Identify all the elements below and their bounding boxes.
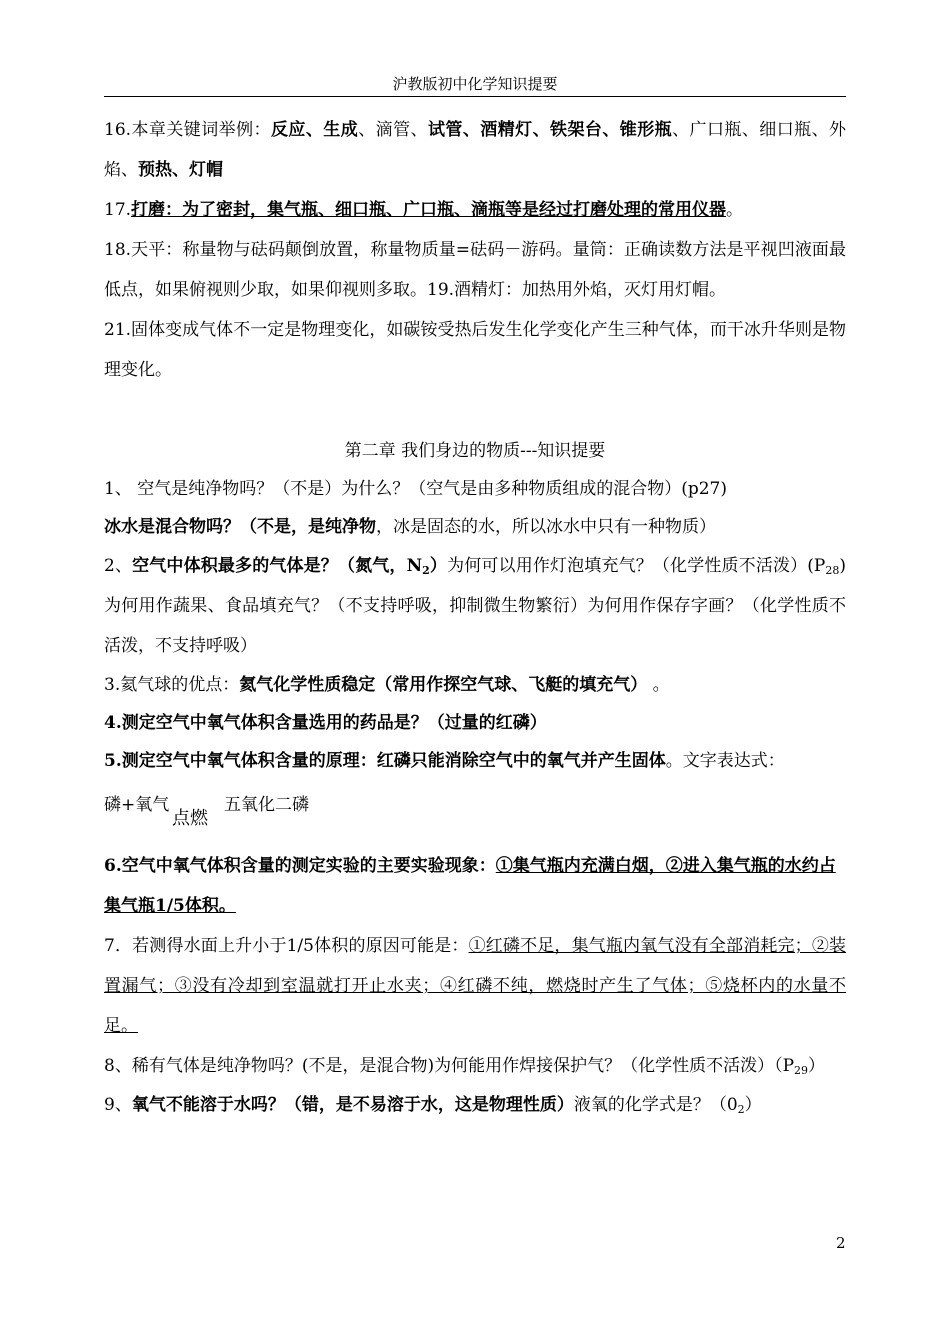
equation-reactants: 磷+氧气 bbox=[104, 795, 170, 815]
chapter-gap bbox=[104, 390, 846, 432]
q5-bold: .测定空气中氧气体积含量的原理：红磷只能消除空气中的氧气并产生固体 bbox=[115, 751, 666, 771]
q9-subscript: 2 bbox=[737, 1103, 745, 1116]
q7-underlined: ①红磷不足，集气瓶内氧气没有全部消耗完；②装置漏气；③没有冷却到室温就打开止水夹；④红磷不纯，燃烧时产生了气体；⑤烧杯内的水量不足。 bbox=[104, 936, 846, 1036]
item-18-19: 18.天平：称量物与砝码颠倒放置，称量物质量=砝码－游码。量筒：正确读数方法是平视凹液面最低点，如果俯视则少取，如果仰视则多取。19.酒精灯：加热用外焰，灭灯用灯帽。 bbox=[104, 240, 846, 300]
q9-bold: 氧气不能溶于水吗？（错，是不易溶于水，这是物理性质） bbox=[131, 1095, 574, 1115]
q9-end: ） bbox=[744, 1095, 762, 1115]
equation-condition: 点燃 bbox=[172, 808, 208, 829]
word-equation bbox=[104, 790, 846, 834]
equation-product: 五氧化二磷 bbox=[224, 795, 309, 815]
item-17 bbox=[104, 190, 846, 230]
q2-bold-subscript: 2 bbox=[422, 564, 430, 577]
question-2 bbox=[104, 546, 846, 666]
q2-rest-2: )为何用作蔬果、食品填充气？（不支持呼吸，抑制微生物繁衍）为何用作保存字画？（化学性质不活泼，不支持呼吸） bbox=[104, 556, 846, 656]
q6-underlined: ①集气瓶内充满白烟，②进入集气瓶的水约占集气瓶1/5体积。 bbox=[104, 856, 836, 916]
question-1: 1、 空气是纯净物吗？（不是）为什么？（空气是由多种物质组成的混合物）(p27) bbox=[104, 479, 727, 499]
q7-prefix: 7．若测得水面上升小于1/5体积的原因可能是： bbox=[104, 936, 469, 956]
item16-keyword-1: 反应、生成 bbox=[270, 120, 359, 140]
item-16 bbox=[104, 110, 846, 190]
item16-keyword-3: 预热、灯帽 bbox=[138, 160, 223, 180]
q5-rest: 。文字表达式： bbox=[665, 751, 785, 771]
item16-prefix: 16.本章关键词举例： bbox=[104, 120, 271, 140]
q2-num: 2、 bbox=[104, 556, 133, 576]
item16-normal-2: 、广口瓶、细口瓶、外焰、 bbox=[104, 120, 847, 180]
document-body bbox=[104, 110, 846, 1124]
question-6 bbox=[104, 846, 846, 926]
question-3 bbox=[104, 666, 846, 704]
question-9 bbox=[104, 1086, 846, 1124]
header-rule bbox=[104, 96, 846, 97]
q5-num: 5 bbox=[104, 751, 116, 771]
q1b-bold: 冰水是混合物吗？（不是，是纯净物 bbox=[104, 517, 376, 537]
q6-bold: 6.空气中氧气体积含量的测定实验的主要实验现象： bbox=[104, 856, 496, 876]
q2-bold-text: 空气中体积最多的气体是？（氮气，N bbox=[132, 556, 423, 576]
q8-end: ） bbox=[808, 1056, 826, 1076]
q3-prefix: 3.氦气球的优点： bbox=[104, 675, 240, 695]
item-21: 21.固体变成气体不一定是物理变化，如碳铵受热后发生化学变化产生三种气体，而干冰升华则是物理变化。 bbox=[104, 320, 846, 380]
q2-page-subscript: 28 bbox=[825, 564, 840, 577]
question-8 bbox=[104, 1046, 846, 1086]
q9-num: 9、 bbox=[104, 1095, 132, 1115]
q3-end: 。 bbox=[647, 675, 670, 695]
q2-bold-end: ） bbox=[429, 556, 448, 576]
page-header: 沪教版初中化学知识提要 bbox=[392, 75, 558, 93]
q2-bold bbox=[132, 556, 447, 576]
item16-normal-1: 、滴管、 bbox=[358, 120, 428, 140]
q8-text: 8、稀有气体是纯净物吗？(不是，是混合物)为何能用作焊接保护气？（化学性质不活泼）（P bbox=[104, 1056, 795, 1076]
page-number: 2 bbox=[836, 1234, 846, 1252]
question-5 bbox=[104, 742, 846, 780]
q8-page-subscript: 29 bbox=[794, 1064, 809, 1077]
item16-keyword-2: 试管、酒精灯、铁架台、锥形瓶 bbox=[427, 120, 673, 140]
item17-prefix: 17. bbox=[104, 200, 132, 220]
item17-end: 。 bbox=[726, 200, 744, 220]
question-7 bbox=[104, 926, 846, 1046]
equation-gap bbox=[104, 834, 846, 846]
question-1b bbox=[104, 508, 846, 546]
chapter2-title: 第二章 我们身边的物质---知识提要 bbox=[344, 441, 606, 461]
question-4: 4.测定空气中氧气体积含量选用的药品是？（过量的红磷） bbox=[104, 713, 547, 733]
q2-rest-1: 为何可以用作灯泡填充气？（化学性质不活泼）(P bbox=[447, 556, 826, 576]
item17-text: 打磨：为了密封，集气瓶、细口瓶、广口瓶、滴瓶等是经过打磨处理的常用仪器 bbox=[131, 200, 727, 220]
q1b-rest: ，冰是固态的水，所以冰水中只有一种物质） bbox=[376, 517, 716, 537]
q3-bold: 氦气化学性质稳定（常用作探空气球、飞艇的填充气） bbox=[239, 675, 648, 695]
q9-rest: 液氧的化学式是？（0 bbox=[573, 1095, 738, 1115]
